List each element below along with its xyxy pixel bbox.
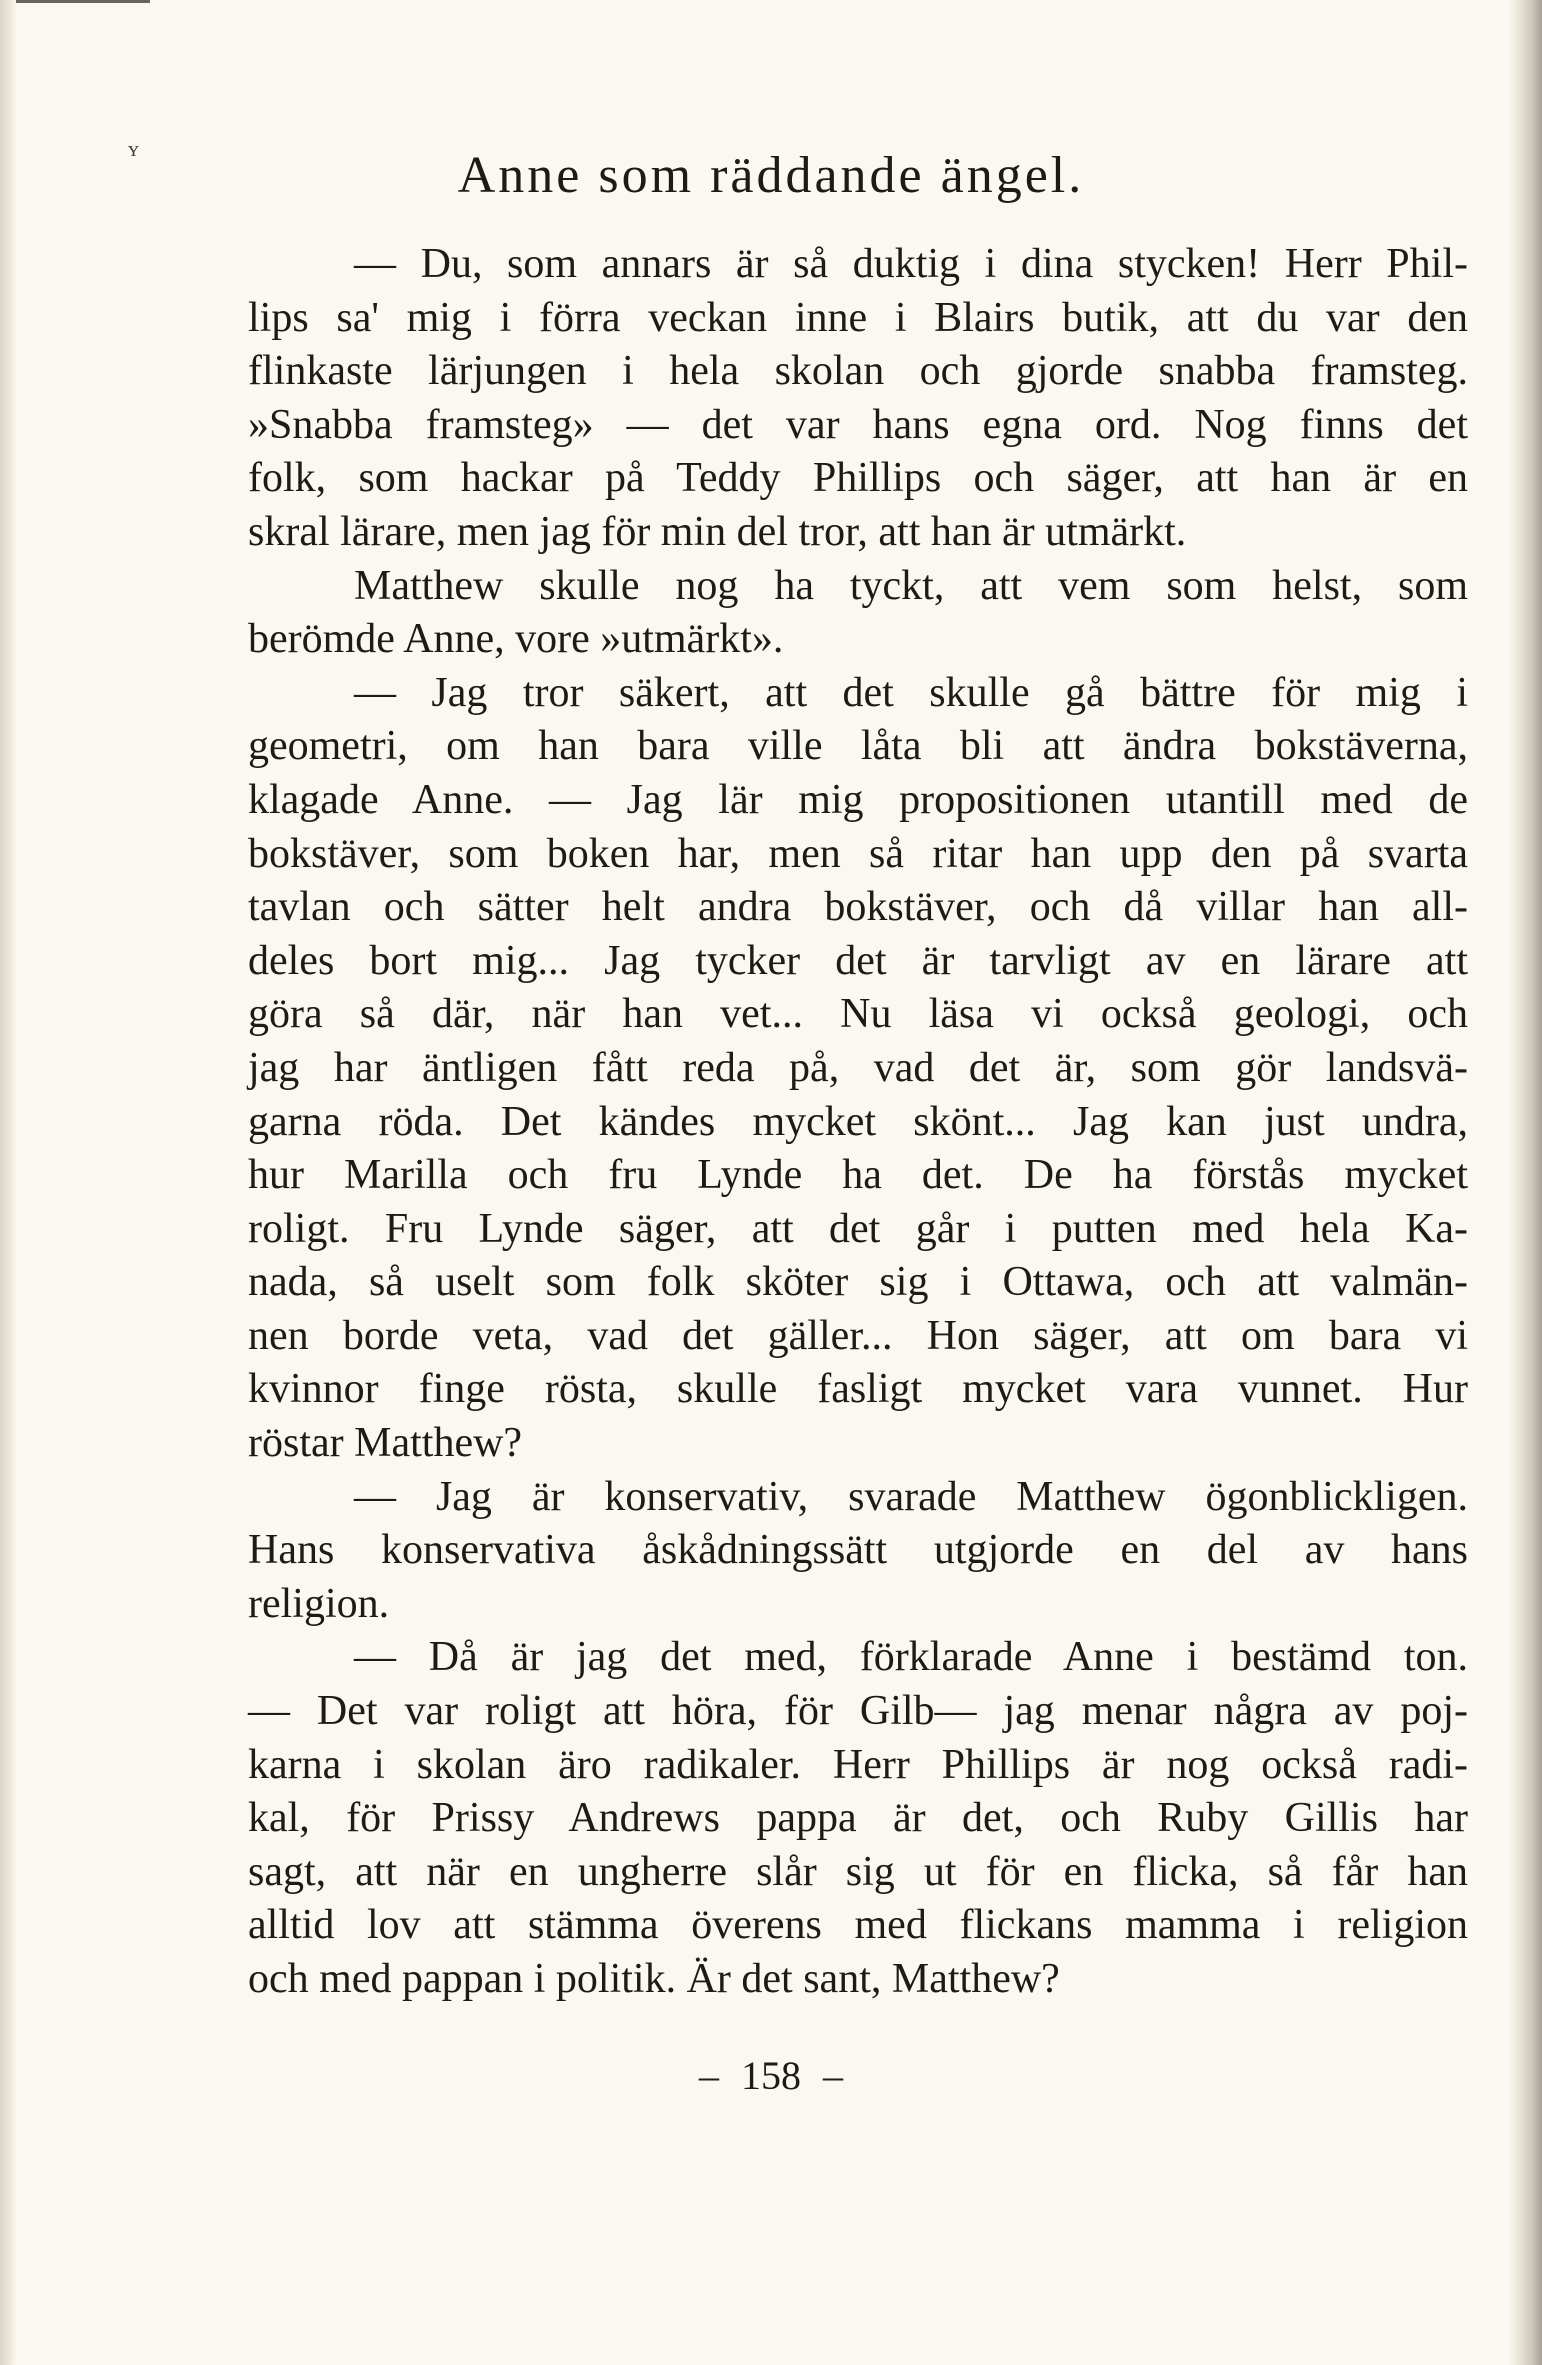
text-line: göra så där, när han vet... Nu läsa vi också geologi, och: [248, 991, 1468, 1038]
top-edge-rule: [0, 0, 150, 3]
folio-dash-left: –: [699, 2053, 719, 2098]
text-line: — Jag tror säkert, att det skulle gå bättre för mig i: [354, 669, 1468, 716]
text-line: kvinnor finge rösta, skulle fasligt mycket vara vunnet. Hur: [248, 1366, 1468, 1413]
text-line: och med pappan i politik. Är det sant, Matthew?: [248, 1956, 1060, 2002]
text-line: skral lärare, men jag för min del tror, att han är utmärkt.: [248, 508, 1187, 555]
text-line: Matthew skulle nog ha tyckt, att vem som helst, som: [354, 562, 1468, 609]
text-line: lips sa' mig i förra veckan inne i Blairs butik, att du var den: [248, 294, 1468, 341]
page-number: 158: [741, 2053, 801, 2098]
text-line: flinkaste lärjungen i hela skolan och gjorde snabba framsteg.: [248, 348, 1468, 395]
page-right-edge-shadow: [1508, 0, 1542, 2365]
text-line: folk, som hackar på Teddy Phillips och säger, att han är en: [248, 455, 1468, 502]
text-line: kal, för Prissy Andrews pappa är det, och Ruby Gillis har: [248, 1795, 1468, 1842]
text-line: »Snabba framsteg» — det var hans egna ord. Nog finns det: [248, 401, 1468, 448]
page-number-footer: [0, 2052, 1542, 2099]
text-line: garna röda. Det kändes mycket skönt... Jag kan just undra,: [248, 1098, 1468, 1145]
body-text: [248, 238, 1468, 2007]
text-line: nada, så uselt som folk sköter sig i Ottawa, och att valmän-: [248, 1259, 1468, 1306]
corner-pencil-mark: ʏ: [128, 136, 139, 161]
text-line: jag har äntligen fått reda på, vad det är, som gör landsvä-: [248, 1044, 1468, 1091]
text-line: nen borde veta, vad det gäller... Hon säger, att om bara vi: [248, 1312, 1468, 1359]
text-line: karna i skolan äro radikaler. Herr Phillips är nog också radi-: [248, 1741, 1468, 1788]
text-line: roligt. Fru Lynde säger, att det går i putten med hela Ka-: [248, 1205, 1468, 1252]
text-line: röstar Matthew?: [248, 1420, 523, 1467]
text-line: klagade Anne. — Jag lär mig propositionen utantill med de: [248, 776, 1468, 823]
text-line: religion.: [248, 1580, 390, 1627]
text-line: — Jag är konservativ, svarade Matthew ögonblickligen.: [354, 1473, 1468, 1520]
text-line: — Du, som annars är så duktig i dina stycken! Herr Phil-: [354, 241, 1468, 287]
text-line: alltid lov att stämma överens med flickans mamma i religion: [248, 1902, 1468, 1949]
text-line: hur Marilla och fru Lynde ha det. De ha förstås mycket: [248, 1152, 1468, 1199]
text-line: deles bort mig... Jag tycker det är tarvligt av en lärare att: [248, 937, 1468, 984]
chapter-title: Anne som räddande ängel.: [457, 147, 1085, 204]
folio-dash-right: –: [823, 2053, 843, 2098]
text-line: Hans konservativa åskådningssätt utgjorde en del av hans: [248, 1527, 1468, 1574]
text-line: tavlan och sätter helt andra bokstäver, och då villar han all-: [248, 884, 1468, 931]
text-line: bokstäver, som boken har, men så ritar han upp den på svarta: [248, 830, 1468, 877]
text-line: — Då är jag det med, förklarade Anne i bestämd ton.: [354, 1634, 1468, 1681]
text-line: berömde Anne, vore »utmärkt».: [248, 616, 784, 663]
page-left-edge: [0, 0, 16, 2365]
text-line: geometri, om han bara ville låta bli att ändra bokstäverna,: [248, 723, 1468, 770]
text-line: — Det var roligt att höra, för Gilb— jag menar några av poj-: [248, 1688, 1468, 1735]
text-line: sagt, att när en ungherre slår sig ut för en flicka, så får han: [248, 1848, 1468, 1895]
